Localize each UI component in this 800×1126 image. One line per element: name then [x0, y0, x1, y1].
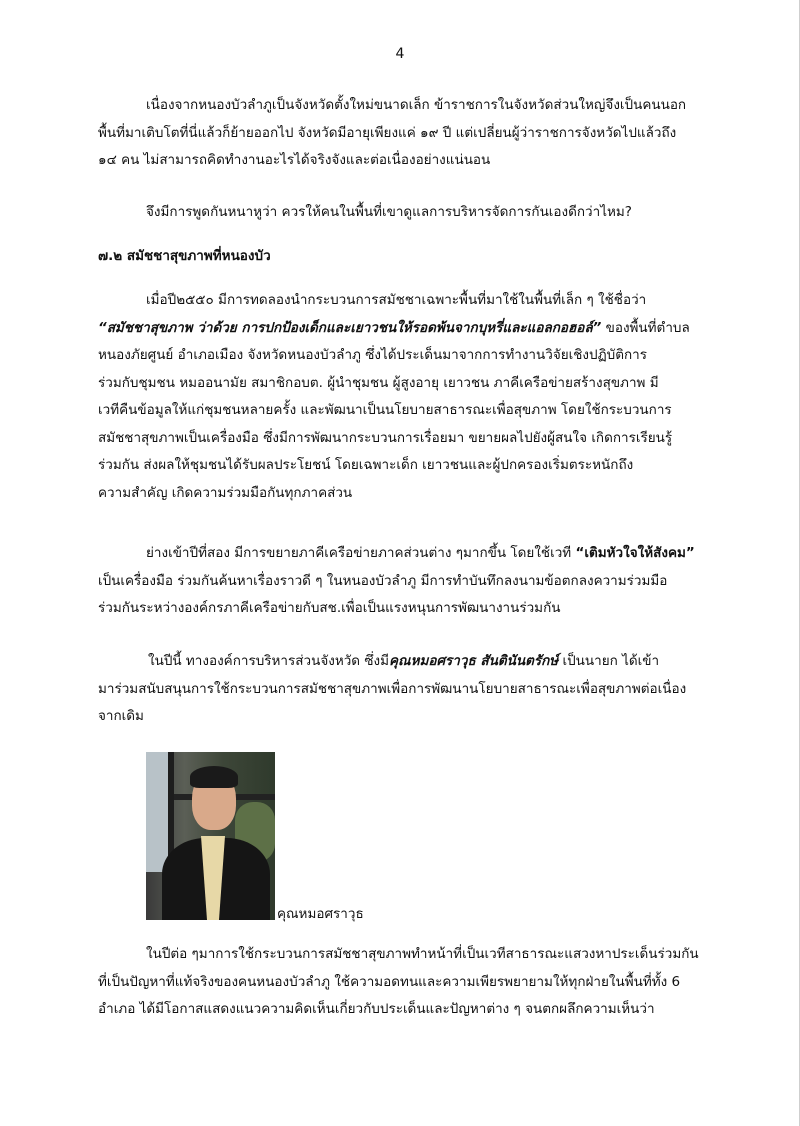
paragraph-5 [98, 648, 716, 731]
text-line: เวทีคืนข้อมูลให้แก่ชุมชนหลายครั้ง และพัฒนาเป็นนโยบายสาธารณะเพื่อสุขภาพ โดยใช้กระบวนการ [98, 402, 672, 418]
text-line: เป็นเครื่องมือ ร่วมกันค้นหาเรื่องราวดี ๆ ในหนองบัวลำภู มีการทำบันทึกลงนามข้อตกลงความร่วมมือ [98, 572, 668, 589]
text-line: สมัชชาสุขภาพเป็นเครื่องมือ ซึ่งมีการพัฒนากระบวนการเรื่อยมา ขยายผลไปยังผู้สนใจ เกิดการเรียนรู้ [98, 429, 673, 446]
text-line: ความสำคัญ เกิดความร่วมมือกันทุกภาคส่วน [98, 484, 353, 501]
heading-text: ๗.๒ สมัชชาสุขภาพที่หนองบัว [98, 248, 271, 264]
paragraph-6 [98, 941, 716, 1024]
text-run: ของพื้นที่ตำบล [601, 319, 690, 336]
text-line: ที่เป็นปัญหาที่แท้จริงของคนหนองบัวลำภู ใช้ความอดทนและความเพียรพยายามให้ทุกฝ่ายในพื้นที่ทั้ง 6 [98, 973, 681, 990]
text-line: หนองภัยศูนย์ อำเภอเมือง จังหวัดหนองบัวลำภู ซึ่งได้ประเด็นมาจากการทำงานวิจัยเชิงปฏิบัติการ [98, 347, 647, 363]
text-line: ร่วมกับชุมชน หมออนามัย สมาชิกอบต. ผู้นำชุมชน ผู้สูงอายุ เยาวชน ภาคีเครือข่ายสร้างสุขภาพ มี [98, 374, 659, 391]
text-line: จากเดิม [98, 708, 144, 724]
paragraph-2 [98, 199, 716, 227]
text-run: เป็นนายก ได้เข้า [558, 653, 660, 669]
text-line: ๑๔ คน ไม่สามารถคิดทำงานอะไรได้จริงจังและต่อเนื่องอย่างแน่นอน [98, 152, 491, 168]
text-run: ย่างเข้าปีที่สอง มีการขยายภาคีเครือข่ายภาคส่วนต่าง ๆมากขึ้น โดยใช้เวที [146, 545, 576, 561]
text-line: ในปีต่อ ๆมาการใช้กระบวนการสมัชชาสุขภาพทำหน้าที่เป็นเวทีสาธารณะแสวงหาประเด็นร่วมกัน [146, 946, 699, 962]
text-line [98, 315, 716, 343]
paragraph-4 [98, 540, 716, 623]
text-run: ในปีนี้ ทางองค์การบริหารส่วนจังหวัด ซึ่งมี [148, 653, 390, 669]
page-number: 4 [395, 46, 405, 62]
photo-hair [190, 766, 238, 788]
paragraph-3 [98, 287, 716, 507]
person-name: คุณหมอศราวุธ สันตินันตรักษ์ [389, 653, 559, 669]
project-title: “สมัชชาสุขภาพ ว่าด้วย การปกป้องเด็กและเยาวชนให้รอดพ้นจากบุหรี่และแอลกอฮอล์” [98, 319, 602, 336]
portrait-photo [146, 752, 275, 920]
photo-window [146, 752, 170, 872]
text-line: มาร่วมสนับสนุนการใช้กระบวนการสมัชชาสุขภาพเพื่อการพัฒนานโยบายสาธารณะเพื่อสุขภาพต่อเนื่อง [98, 680, 687, 697]
text-line: เมื่อปี๒๕๕๐ มีการทดลองนำกระบวนการสมัชชาเฉพาะพื้นที่มาใช้ในพื้นที่เล็ก ๆ ใช้ชื่อว่า [146, 292, 647, 308]
section-heading [98, 243, 716, 271]
text-line: ร่วมกันระหว่างองค์กรภาคีเครือข่ายกับสช.เพื่อเป็นแรงหนุนการพัฒนางานร่วมกัน [98, 600, 561, 616]
text-line [98, 540, 716, 568]
text-line: เนื่องจากหนองบัวลำภูเป็นจังหวัดตั้งใหม่ขนาดเล็ก ข้าราชการในจังหวัดส่วนใหญ่จึงเป็นคนนอก [146, 97, 687, 113]
text-line: ร่วมกัน ส่งผลให้ชุมชนได้รับผลประโยชน์ โดยเฉพาะเด็ก เยาวชนและผู้ปกครองเริ่มตระหนักถึง [98, 457, 634, 473]
forum-name: “เติมหัวใจให้สังคม” [575, 545, 695, 561]
text-line: พื้นที่มาเติบโตที่นี่แล้วก็ย้ายออกไป จังหวัดมีอายุเพียงแค่ ๑๙ ปี แต่เปลี่ยนผู้ว่าราชการจังหวัดไปแล้วถึง [98, 124, 677, 141]
text-line: จึงมีการพูดกันหนาหูว่า ควรให้คนในพื้นที่เขาดูแลการบริหารจัดการกันเองดีกว่าไหม? [146, 204, 632, 220]
paragraph-1 [98, 92, 716, 175]
photo-caption: คุณหมอศราวุธ [277, 906, 364, 922]
text-line [98, 648, 716, 676]
text-line: อำเภอ ได้มีโอกาสแสดงแนวความคิดเห็นเกี่ยวกับประเด็นและปัญหาต่าง ๆ จนตกผลึกความเห็นว่า [98, 1001, 655, 1017]
